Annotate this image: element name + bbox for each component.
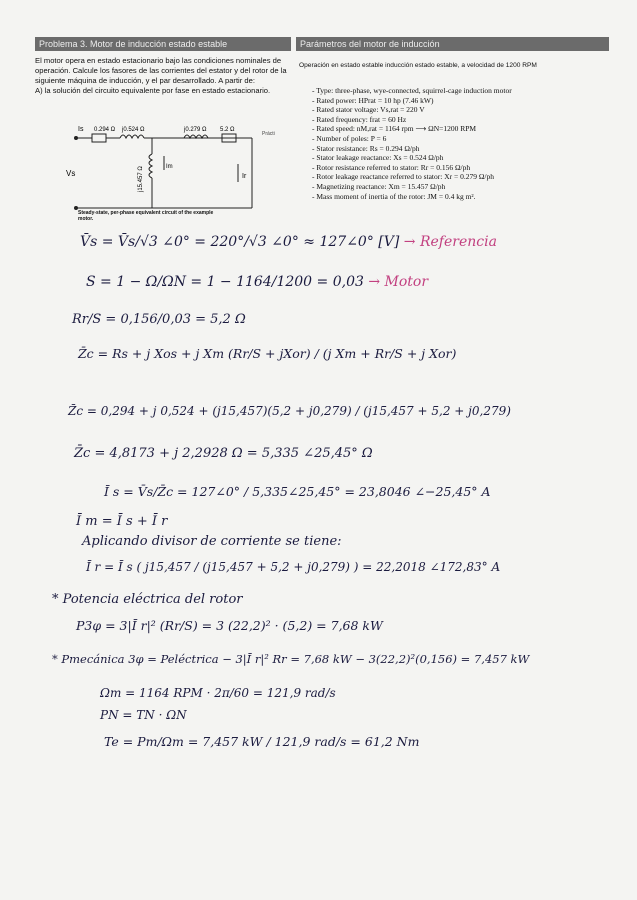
label-is: Is xyxy=(78,126,84,133)
label-im: Im xyxy=(166,164,173,170)
hw-line-rotor-power-title: * Potencia eléctrica del rotor xyxy=(52,592,243,607)
param-poles: - Number of poles: P = 6 xyxy=(312,134,512,144)
label-rs: 0.294 Ω xyxy=(94,127,116,133)
terminal-top xyxy=(74,136,78,140)
hw-line-zc-values: Z̄c = 0,294 + j 0,524 + (j15,457)(5,2 + j0,279) / (j15,457 + 5,2 + j0,279) xyxy=(68,404,511,418)
hw-line-is: Ī s = V̄s/Z̄c = 127∠0° / 5,335∠25,45° = 23,8046 ∠−25,45° A xyxy=(104,484,491,499)
param-power: - Rated power: HPrat = 10 hp (7.46 kW) xyxy=(312,96,512,106)
param-rs: - Stator resistance: Rs = 0.294 Ω/ph xyxy=(312,144,512,154)
hw-line-pn: PN = TN · ΩN xyxy=(100,708,187,722)
problem-item-a: A) la solución del circuito equivalente por fase en estado estacionario. xyxy=(35,86,271,95)
hw-line-zc-general: Z̄c = Rs + j Xos + j Xm (Rr/S + jXor) / (j Xm + Rr/S + j Xor) xyxy=(78,346,457,361)
hw-line-slip xyxy=(86,274,428,290)
hw-reference-note: → Referencia xyxy=(403,234,497,250)
hw-line-im: Ī m = Ī s + Ī r xyxy=(76,514,168,529)
hw-line-torque: Te = Pm/Ωm = 7,457 kW / 121,9 rad/s = 61,2 Nm xyxy=(104,734,420,749)
label-xs: j0.524 Ω xyxy=(122,127,145,133)
hw-line-zc-result: Z̄c = 4,8173 + j 2,2928 Ω = 5,335 ∠25,45° Ω xyxy=(74,446,373,461)
parameter-list xyxy=(312,86,512,201)
param-rr: - Rotor resistance referred to stator: Rr = 0.156 Ω/ph xyxy=(312,163,512,173)
param-inertia: - Mass moment of inertia of the rotor: JM = 0.4 kg m². xyxy=(312,192,512,202)
problem-statement xyxy=(35,56,293,96)
hw-line-omega: Ωm = 1164 RPM · 2π/60 = 121,9 rad/s xyxy=(100,686,336,700)
hw-slip-formula: S = 1 − Ω/ΩN = 1 − 1164/1200 = 0,03 xyxy=(86,274,364,290)
hw-line-mech-power: * Pmecánica 3φ = Peléctrica − 3|Ī r|² Rr = 7,68 kW − 3(22,2)²(0,156) = 7,457 kW xyxy=(52,652,530,666)
param-speed: - Rated speed: nM,rat = 1164 rpm ⟶ ΩN=1200 RPM xyxy=(312,124,512,134)
label-xr: j0.279 Ω xyxy=(184,127,207,133)
hw-line-rotor-power: P3φ = 3|Ī r|² (Rr/S) = 3 (22,2)² · (5,2) = 7,68 kW xyxy=(76,618,383,633)
hw-line-ir: Ī r = Ī s ( j15,457 / (j15,457 + 5,2 + j0,279) ) = 22,2018 ∠172,83° A xyxy=(86,560,501,574)
label-ir: Ir xyxy=(242,173,247,180)
section-header-parameters: Parámetros del motor de inducción xyxy=(296,37,609,51)
param-xr: - Rotor leakage reactance referred to stator: Xr = 0.279 Ω/ph xyxy=(312,172,512,182)
hw-motor-note: → Motor xyxy=(368,274,429,290)
hw-line-rr-s: Rr/S = 0,156/0,03 = 5,2 Ω xyxy=(72,312,246,327)
problem-text: El motor opera en estado estacionario bajo las condiciones nominales de operación. Calcule los fasores de las corrientes del estator y del rotor de la siguiente máquina de inducción, y el par desarrollado. A partir de: xyxy=(35,56,287,85)
hw-line-vs xyxy=(80,234,497,250)
circuit-tag: Prácti xyxy=(262,131,275,137)
label-vs: Vs xyxy=(66,169,76,178)
hw-line-divisor: Aplicando divisor de corriente se tiene: xyxy=(82,534,342,549)
circuit-caption: Steady-state, per-phase equivalent circuit of the example motor. xyxy=(78,210,214,222)
label-rr: 5.2 Ω xyxy=(220,127,235,133)
param-type: - Type: three-phase, wye-connected, squirrel-cage induction motor xyxy=(312,86,512,96)
parameters-title: Operación en estado estable inducción estado estable, a velocidad de 1200 RPM xyxy=(299,62,537,69)
param-voltage: - Rated stator voltage: Vs,rat = 220 V xyxy=(312,105,512,115)
param-frequency: - Rated frequency: frat = 60 Hz xyxy=(312,115,512,125)
hw-vs-formula: V̄s = V̄s/√3 ∠0° = 220°/√3 ∠0° ≈ 127∠0° [V] xyxy=(80,234,400,250)
label-xm: j15.457 Ω xyxy=(138,166,144,192)
section-header-problem: Problema 3. Motor de inducción estado estable xyxy=(35,37,291,51)
param-xs: - Stator leakage reactance: Xs = 0.524 Ω/ph xyxy=(312,153,512,163)
param-xm: - Magnetizing reactance: Xm = 15.457 Ω/ph xyxy=(312,182,512,192)
